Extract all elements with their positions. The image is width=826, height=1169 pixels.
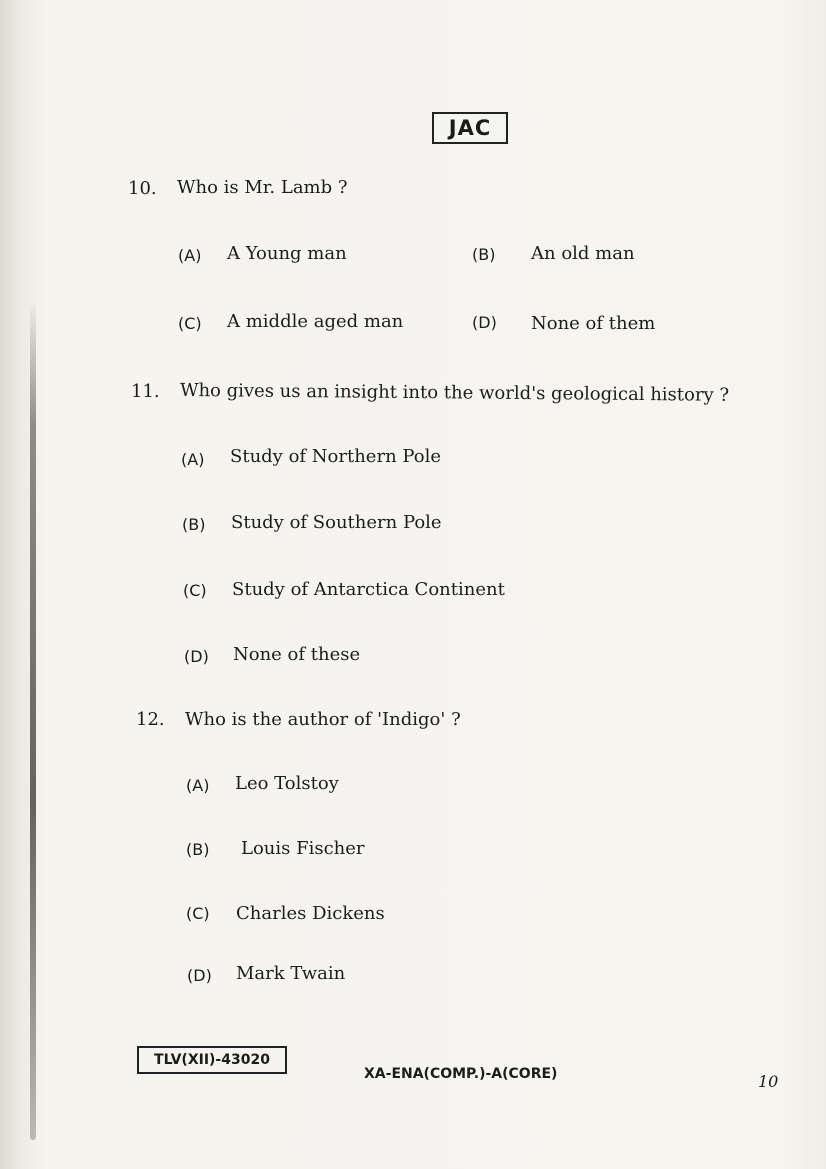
option-text: None of them (531, 313, 656, 334)
option-text: Study of Antarctica Continent (232, 579, 505, 600)
option-letter: (D) (184, 647, 209, 666)
option-letter: (B) (472, 245, 496, 264)
paper-code: TLV(XII)-43020 (137, 1046, 287, 1074)
series-code: XA-ENA(COMP.)-A(CORE) (364, 1066, 558, 1082)
option-letter: (D) (472, 313, 497, 332)
option-text: Study of Southern Pole (231, 512, 442, 533)
option-letter: (A) (186, 776, 210, 795)
option-text: An old man (531, 243, 635, 264)
binding-shadow (30, 300, 36, 1140)
option-text: Louis Fischer (241, 838, 365, 859)
option-letter: (B) (186, 840, 210, 859)
option-text: None of these (233, 644, 361, 665)
option-letter: (C) (178, 314, 202, 333)
option-letter: (D) (187, 966, 212, 985)
option-letter: (C) (183, 581, 207, 600)
question-number: 11. (131, 381, 160, 402)
option-letter: (A) (178, 246, 202, 265)
option-text: A middle aged man (227, 311, 404, 332)
option-letter: (B) (182, 515, 206, 534)
question-text: Who gives us an insight into the world's geological history ? (179, 380, 730, 406)
board-label: JAC (432, 112, 508, 144)
question-number: 10. (128, 178, 157, 199)
option-letter: (A) (181, 450, 205, 469)
option-text: Study of Northern Pole (230, 446, 442, 467)
page-number: 10 (758, 1072, 779, 1091)
question-text: Who is Mr. Lamb ? (177, 177, 348, 198)
option-text: Leo Tolstoy (235, 773, 339, 794)
question-text: Who is the author of 'Indigo' ? (185, 709, 461, 730)
option-text: A Young man (227, 243, 347, 264)
option-letter: (C) (186, 904, 210, 923)
question-number: 12. (136, 709, 165, 730)
option-text: Mark Twain (236, 963, 346, 984)
option-text: Charles Dickens (236, 903, 385, 924)
